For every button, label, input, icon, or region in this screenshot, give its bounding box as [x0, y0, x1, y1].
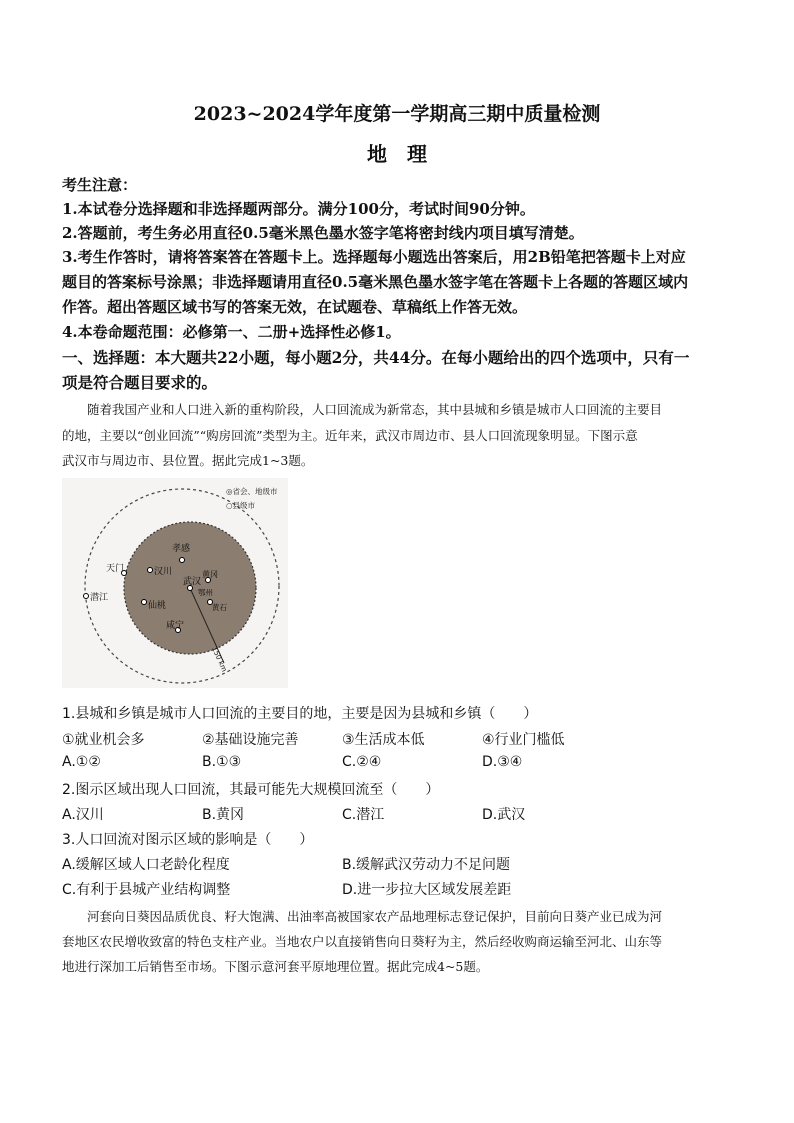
city-label: 仙桃	[148, 601, 167, 611]
city-label: 鄂州	[198, 588, 213, 597]
answer-option[interactable]: A.①②	[62, 754, 101, 770]
city-label: 黄石	[212, 603, 227, 612]
statement: ①就业机会多	[62, 732, 145, 748]
notice-item: 1.本试卷分选择题和非选择题两部分。满分100分，考试时间90分钟。	[62, 200, 535, 218]
passage-line: 的地，主要以“创业回流”“购房回流”类型为主。近年来，武汉市周边市、县人口回流现象明显。下图示意	[62, 428, 638, 443]
notice-item: 2.答题前，考生务必用直径0.5毫米黑色墨水签字笔将密封线内项目填写清楚。	[62, 224, 584, 242]
passage-line: 河套向日葵因品质优良、籽大饱满、出油率高被国家农产品地理标志登记保护，目前向日葵产业已成为河	[62, 909, 663, 924]
question-stem: 1.县城和乡镇是城市人口回流的主要目的地，主要是因为县城和乡镇（ ）	[62, 706, 538, 722]
passage-line: 套地区农民增收致富的特色支柱产业。当地农户以直接销售向日葵籽为主，然后经收购商运输至河北、山东等	[62, 934, 663, 949]
legend-county: ○县级市	[226, 501, 256, 510]
passage-line: 地进行深加工后销售至市场。下图示意河套平原地理位置。据此完成4~5题。	[62, 959, 489, 974]
answer-option[interactable]: B.黄冈	[202, 807, 245, 823]
statement: ④行业门槛低	[482, 732, 565, 748]
notice-item: 题目的答案标号涂黑；非选择题请用直径0.5毫米黑色墨水签字笔在答题卡上各题的答题区域内	[62, 273, 689, 291]
answer-option[interactable]: D.③④	[482, 754, 523, 770]
city-marker	[142, 600, 147, 605]
city-label: 潜江	[90, 593, 109, 603]
notice-item: 4.本卷命题范围：必修第一、二册+选择性必修1。	[62, 323, 401, 341]
city-label: 天门	[106, 564, 125, 574]
notice-heading: 考生注意：	[62, 176, 138, 194]
exam-title: 2023~2024学年度第一学期高三期中质量检测	[193, 103, 601, 125]
city-marker	[148, 568, 153, 573]
city-marker	[84, 594, 89, 599]
question-stem: 3.人口回流对图示区域的影响是（ ）	[62, 832, 314, 848]
answer-option[interactable]: B.缓解武汉劳动力不足问题	[342, 857, 511, 873]
statement: ②基础设施完善	[202, 732, 299, 748]
passage-line: 武汉市与周边市、县位置。据此完成1~3题。	[62, 453, 314, 468]
city-marker	[180, 558, 185, 563]
statement: ③生活成本低	[342, 732, 425, 748]
answer-option[interactable]: C.潜江	[342, 807, 385, 823]
passage-line: 随着我国产业和人口进入新的重构阶段，人口回流成为新常态，其中县城和乡镇是城市人口回流的主要目	[62, 402, 663, 417]
notice-item: 3.考生作答时，请将答案答在答题卡上。选择题每小题选出答案后，用2B铅笔把答题卡上对应	[62, 248, 686, 266]
city-label: 孝感	[172, 544, 191, 554]
subject-title: 地 理	[367, 142, 427, 166]
notice-item: 作答。超出答题区域书写的答案无效，在试题卷、草稿纸上作答无效。	[62, 298, 528, 316]
answer-option[interactable]: A.汉川	[62, 807, 104, 823]
section-heading: 一、选择题：本大题共22小题，每小题2分，共44分。在每小题给出的四个选项中，只有一	[62, 348, 690, 367]
answer-option[interactable]: A.缓解区域人口老龄化程度	[62, 857, 230, 873]
answer-option[interactable]: C.有利于县城产业结构调整	[62, 882, 231, 898]
section-heading-cont: 项是符合题目要求的。	[62, 373, 218, 392]
legend-capital: ◎省会、地级市	[226, 487, 278, 496]
city-label: 武汉	[183, 577, 202, 587]
city-label: 咸宁	[166, 621, 185, 631]
distance-label: 150 km	[210, 645, 229, 673]
answer-option[interactable]: C.②④	[342, 754, 382, 770]
answer-option[interactable]: D.进一步拉大区域发展差距	[342, 882, 512, 898]
answer-option[interactable]: D.武汉	[482, 807, 526, 823]
city-label: 汉川	[154, 567, 173, 577]
question-stem: 2.图示区域出现人口回流，其最可能先大规模回流至（ ）	[62, 782, 440, 798]
city-label: 黄冈	[202, 570, 218, 579]
answer-option[interactable]: B.①③	[202, 754, 242, 770]
map-figure	[62, 478, 288, 688]
